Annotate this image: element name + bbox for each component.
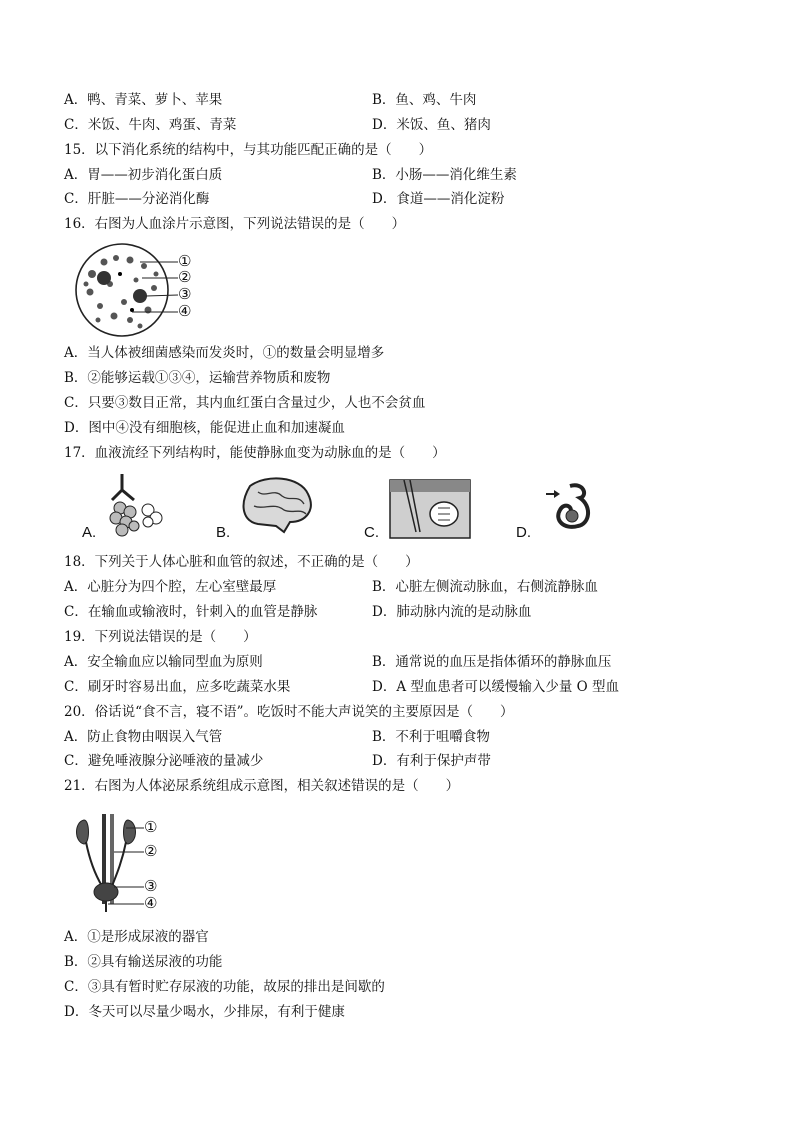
- blood-smear-figure: [70, 240, 200, 340]
- q17-label-a: A.: [82, 524, 97, 541]
- q17-label-c: C.: [364, 524, 379, 541]
- q17-figure-d-nephron: [514, 476, 624, 544]
- q14-option-b: B．鱼、鸡、牛肉: [372, 92, 477, 108]
- q15-stem: 15．以下消化系统的结构中，与其功能匹配正确的是（ ）: [64, 142, 433, 158]
- q16-option-a: A．当人体被细菌感染而发炎时，①的数量会明显增多: [64, 345, 385, 361]
- q19-option-d: D．A 型血患者可以缓慢输入少量 O 型血: [372, 679, 620, 695]
- q15-option-d: D．食道——消化淀粉: [372, 191, 505, 207]
- urinary-system-figure: [66, 812, 176, 914]
- q17-figure-a-lungs: [62, 470, 172, 542]
- q17-figure-b-brain: [214, 474, 324, 544]
- q16-option-c: C．只要③数目正常，其内血红蛋白含量过少，人也不会贫血: [64, 395, 426, 411]
- q19-option-c: C．刷牙时容易出血，应多吃蔬菜水果: [64, 679, 291, 695]
- urinary-label-4: ④: [144, 895, 158, 912]
- q21-stem: 21．右图为人体泌尿系统组成示意图，相关叙述错误的是（ ）: [64, 778, 460, 794]
- q17-label-b: B.: [216, 524, 231, 541]
- q15-option-a: A．胃——初步消化蛋白质: [64, 167, 223, 183]
- blood-label-3: ③: [178, 286, 192, 303]
- q19-option-b: B．通常说的血压是指体循环的静脉血压: [372, 654, 612, 670]
- q19-option-a: A．安全输血应以输同型血为原则: [64, 654, 263, 670]
- q20-option-a: A．防止食物由咽误入气管: [64, 729, 223, 745]
- q20-option-d: D．有利于保护声带: [372, 753, 491, 769]
- q17-stem: 17．血液流经下列结构时，能使静脉血变为动脉血的是（ ）: [64, 445, 446, 461]
- q18-stem: 18．下列关于人体心脏和血管的叙述，不正确的是（ ）: [64, 554, 419, 570]
- q16-option-b: B．②能够运载①③④，运输营养物质和废物: [64, 370, 331, 386]
- q20-stem: 20．俗话说“食不言，寝不语”。吃饭时不能大声说笑的主要原因是（ ）: [64, 704, 514, 720]
- q17-figure-c-skin: [362, 474, 472, 544]
- q21-option-a: A．①是形成尿液的器官: [64, 929, 209, 945]
- q14-option-d: D．米饭、鱼、猪肉: [372, 117, 491, 133]
- urinary-label-3: ③: [144, 878, 158, 895]
- q20-option-c: C．避免唾液腺分泌唾液的量减少: [64, 753, 264, 769]
- blood-label-1: ①: [178, 253, 192, 270]
- q14-option-a: A．鸭、青菜、萝卜、苹果: [64, 92, 223, 108]
- q19-stem: 19．下列说法错误的是（ ）: [64, 629, 257, 645]
- q18-option-b: B．心脏左侧流动脉血，右侧流静脉血: [372, 579, 598, 595]
- urinary-label-2: ②: [144, 843, 158, 860]
- q15-option-b: B．小肠——消化维生素: [372, 167, 517, 183]
- q17-label-d: D.: [516, 524, 531, 541]
- q16-option-d: D．图中④没有细胞核，能促进止血和加速凝血: [64, 420, 345, 436]
- q21-option-c: C．③具有暂时贮存尿液的功能，故尿的排出是间歇的: [64, 979, 385, 995]
- q21-option-b: B．②具有输送尿液的功能: [64, 954, 223, 970]
- q18-option-d: D．肺动脉内流的是动脉血: [372, 604, 532, 620]
- q21-option-d: D．冬天可以尽量少喝水，少排尿，有利于健康: [64, 1004, 345, 1020]
- urinary-label-1: ①: [144, 819, 158, 836]
- q14-option-c: C．米饭、牛肉、鸡蛋、青菜: [64, 117, 237, 133]
- blood-label-4: ④: [178, 303, 192, 320]
- blood-label-2: ②: [178, 269, 192, 286]
- q20-option-b: B．不利于咀嚼食物: [372, 729, 490, 745]
- q16-stem: 16．右图为人血涂片示意图，下列说法错误的是（ ）: [64, 216, 406, 232]
- q18-option-c: C．在输血或输液时，针刺入的血管是静脉: [64, 604, 318, 620]
- q18-option-a: A．心脏分为四个腔，左心室壁最厚: [64, 579, 277, 595]
- q15-option-c: C．肝脏——分泌消化酶: [64, 191, 210, 207]
